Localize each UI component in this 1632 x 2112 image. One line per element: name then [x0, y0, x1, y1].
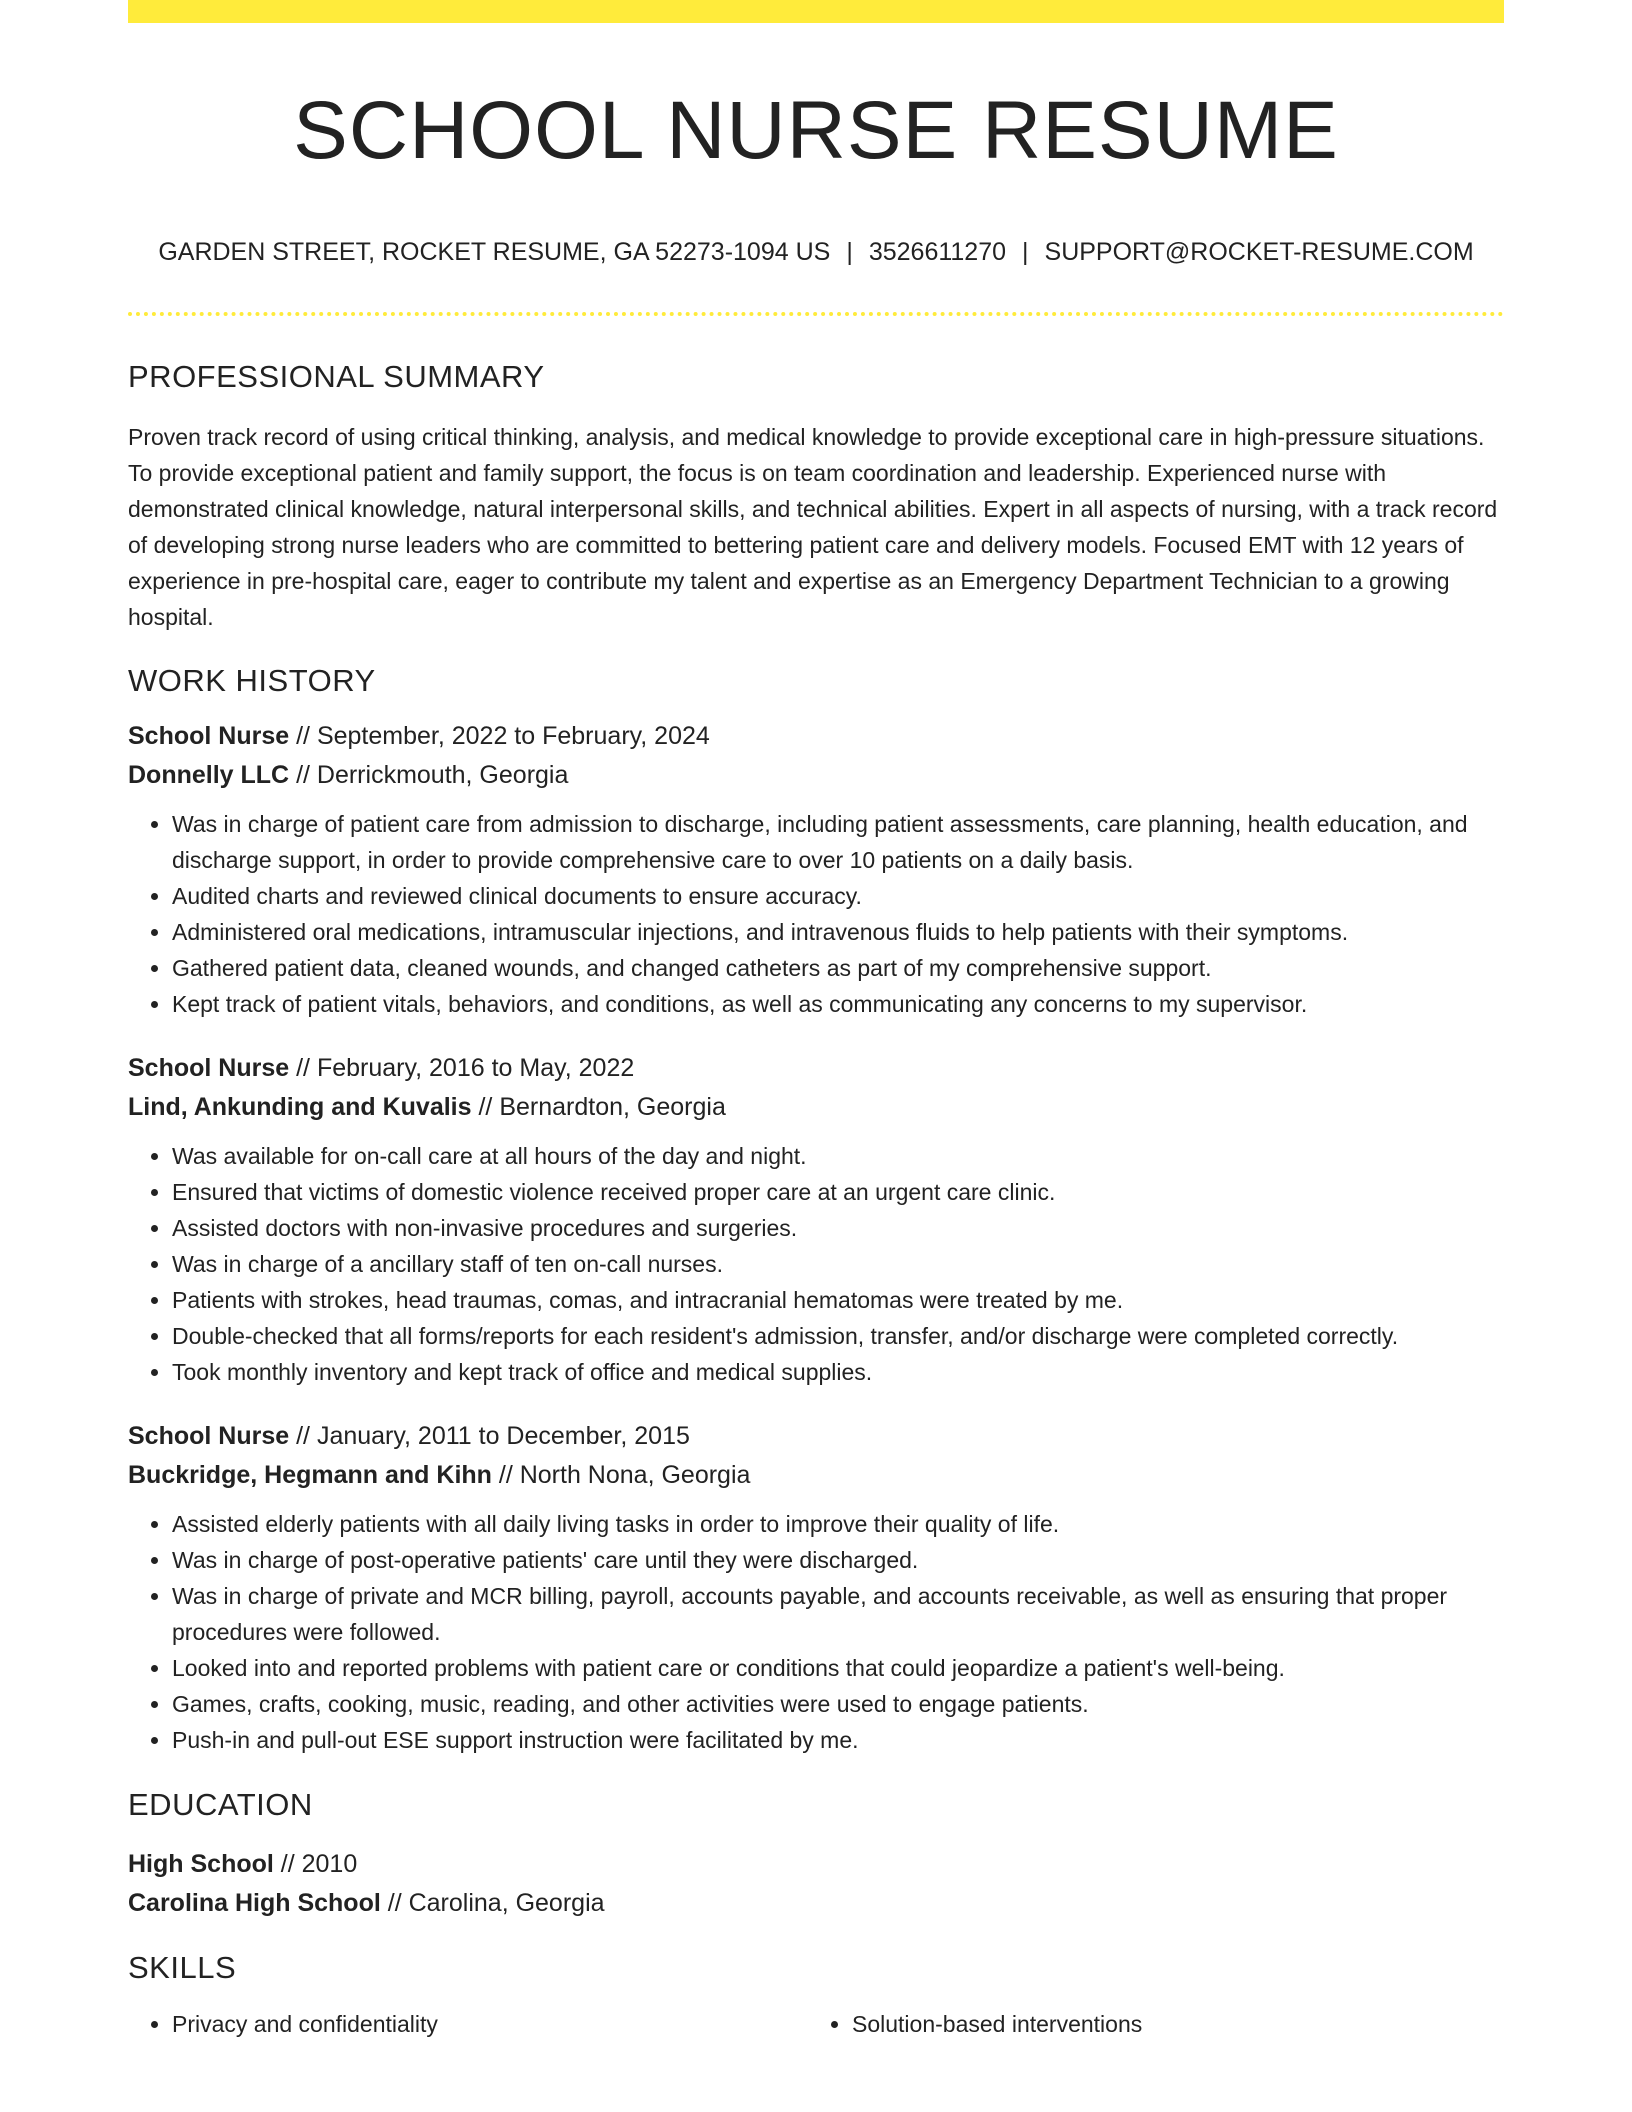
job-entry: [128, 717, 1504, 1022]
education-school-line: [128, 1884, 1504, 1923]
job-bullet: • Administered oral medications, intramuscular injections, and intravenous fluids to help patients with their symptoms.: [172, 914, 1504, 950]
job-bullet: • Kept track of patient vitals, behaviors, and conditions, as well as communicating any concerns to my supervisor.: [172, 986, 1504, 1022]
job-bullet: • Assisted elderly patients with all daily living tasks in order to improve their quality of life.: [172, 1506, 1504, 1542]
summary-text: Proven track record of using critical thinking, analysis, and medical knowledge to provide exceptional care in high-pressure situations. To provide exceptional patient and family support, the focus is on team coordination and leadership. Experienced nurse with demonstrated clinical knowledge, natural interpersonal skills, and technical abilities. Expert in all aspects of nursing, with a track record of developing strong nurse leaders who are committed to bettering patient care and delivery models. Focused EMT with 12 years of experience in pre-hospital care, eager to contribute my talent and expertise as an Emergency Department Technician to a growing hospital.: [128, 424, 1498, 630]
skill-item: • Solution-based interventions: [852, 2006, 1488, 2042]
job-title-line: [128, 717, 1504, 756]
skill-item: • Privacy and confidentiality: [172, 2006, 808, 2042]
job-company-line: [128, 1088, 1504, 1127]
skills-list-right: [808, 2006, 1488, 2042]
resume-page: [128, 0, 1504, 2042]
skills-grid: [128, 2006, 1504, 2042]
contact-address: GARDEN STREET, ROCKET RESUME, GA 52273-1094 US: [158, 238, 831, 266]
job-bullet: • Push-in and pull-out ESE support instruction were facilitated by me.: [172, 1722, 1504, 1758]
job-bullet: • Gathered patient data, cleaned wounds, and changed catheters as part of my comprehensive support.: [172, 950, 1504, 986]
job-bullet-list: [128, 1506, 1504, 1758]
job-bullet-list: [128, 1138, 1504, 1390]
contact-email: SUPPORT@ROCKET-RESUME.COM: [1044, 238, 1474, 266]
skills-list-left: [128, 2006, 808, 2042]
job-bullet: • Was in charge of post-operative patients' care until they were discharged.: [172, 1542, 1504, 1578]
job-company: Buckridge, Hegmann and Kihn: [128, 1461, 492, 1489]
job-title-line: [128, 1417, 1504, 1456]
job-bullet: • Games, crafts, cooking, music, reading, and other activities were used to engage patients.: [172, 1686, 1504, 1722]
job-title: School Nurse: [128, 1422, 290, 1450]
job-company: Lind, Ankunding and Kuvalis: [128, 1093, 472, 1121]
job-bullet: • Ensured that victims of domestic violence received proper care at an urgent care clinic.: [172, 1174, 1504, 1210]
job-company: Donnelly LLC: [128, 761, 290, 789]
job-location: // North Nona, Georgia: [498, 1461, 751, 1489]
job-dates: // February, 2016 to May, 2022: [296, 1054, 635, 1082]
contact-separator: |: [1022, 238, 1029, 266]
job-entry: [128, 1049, 1504, 1390]
education-degree: High School: [128, 1850, 274, 1878]
summary-heading: PROFESSIONAL SUMMARY: [128, 359, 545, 394]
job-bullet: • Was in charge of patient care from admission to discharge, including patient assessments, care planning, health education, and discharge support, in order to provide comprehensive care to over 10 patients on a daily basis.: [172, 806, 1504, 878]
job-bullet: • Double-checked that all forms/reports for each resident's admission, transfer, and/or discharge were completed correctly.: [172, 1318, 1504, 1354]
education-school: Carolina High School: [128, 1889, 381, 1917]
contact-line: [128, 235, 1504, 269]
job-dates: // September, 2022 to February, 2024: [296, 722, 710, 750]
job-company-line: [128, 756, 1504, 795]
job-company-line: [128, 1456, 1504, 1495]
job-bullet-list: [128, 806, 1504, 1022]
job-bullet: • Took monthly inventory and kept track of office and medical supplies.: [172, 1354, 1504, 1390]
dotted-divider: [128, 312, 1504, 316]
job-bullet: • Was in charge of private and MCR billing, payroll, accounts payable, and accounts receivable, as well as ensuring that proper procedures were followed.: [172, 1578, 1504, 1650]
education-degree-line: [128, 1845, 1504, 1884]
contact-phone: 3526611270: [868, 238, 1007, 266]
contact-separator: |: [846, 238, 853, 266]
accent-top-bar: [128, 0, 1504, 23]
education-year: // 2010: [280, 1850, 358, 1878]
skills-heading: SKILLS: [128, 1950, 237, 1985]
job-location: // Derrickmouth, Georgia: [296, 761, 569, 789]
job-dates: // January, 2011 to December, 2015: [296, 1422, 690, 1450]
job-bullet: • Assisted doctors with non-invasive procedures and surgeries.: [172, 1210, 1504, 1246]
job-bullet: • Patients with strokes, head traumas, comas, and intracranial hematomas were treated by me.: [172, 1282, 1504, 1318]
education-heading: EDUCATION: [128, 1787, 313, 1822]
job-title: School Nurse: [128, 722, 290, 750]
job-bullet: • Was in charge of a ancillary staff of ten on-call nurses.: [172, 1246, 1504, 1282]
job-title-line: [128, 1049, 1504, 1088]
job-bullet: • Looked into and reported problems with patient care or conditions that could jeopardize a patient's well-being.: [172, 1650, 1504, 1686]
resume-title: SCHOOL NURSE RESUME: [293, 85, 1339, 176]
work-history-heading: WORK HISTORY: [128, 663, 376, 698]
job-title: School Nurse: [128, 1054, 290, 1082]
job-location: // Bernardton, Georgia: [478, 1093, 726, 1121]
education-location: // Carolina, Georgia: [387, 1889, 605, 1917]
job-bullet: • Audited charts and reviewed clinical documents to ensure accuracy.: [172, 878, 1504, 914]
job-entry: [128, 1417, 1504, 1758]
education-entry: [128, 1845, 1504, 1923]
job-bullet: • Was available for on-call care at all hours of the day and night.: [172, 1138, 1504, 1174]
